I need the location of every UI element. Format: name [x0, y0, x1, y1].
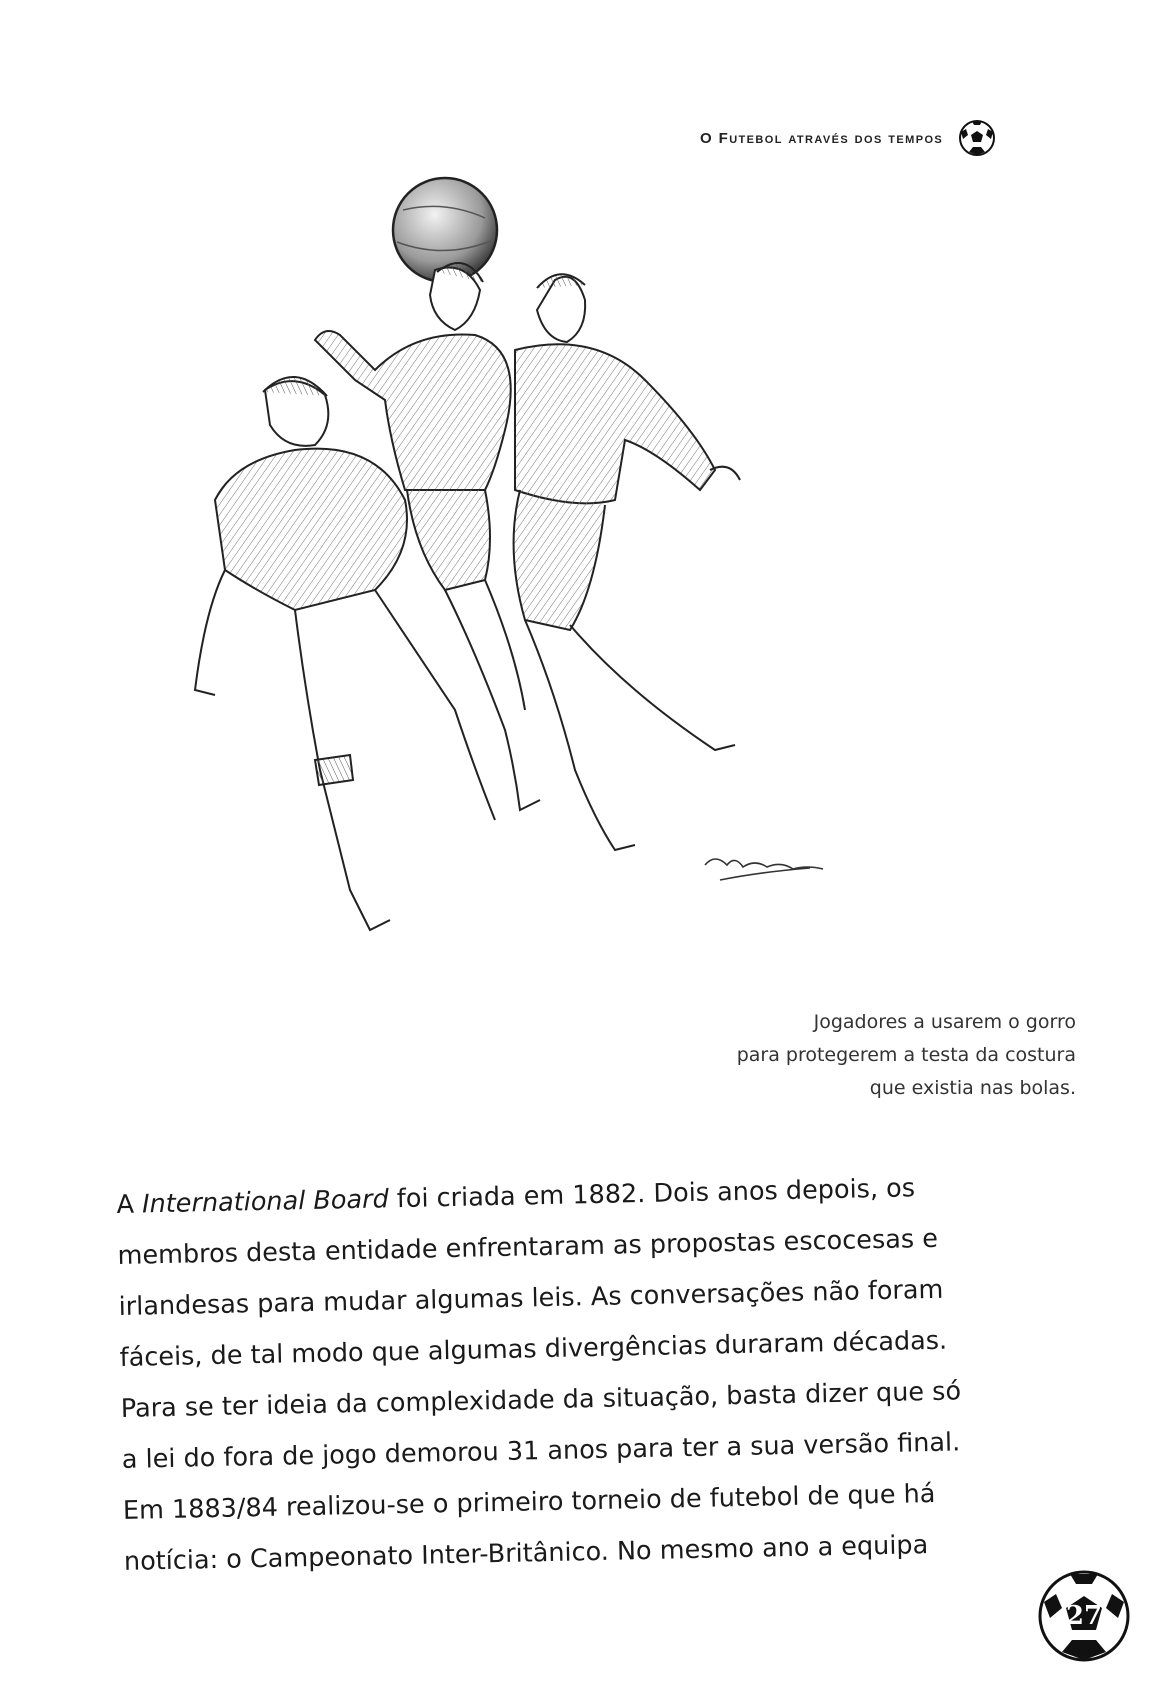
body-line: A International Board foi criada em 1882. Dois anos depois, os	[116, 1173, 916, 1220]
players-heading-ball-illustration	[175, 170, 875, 1030]
page-number: 27	[1065, 1601, 1103, 1631]
body-line: Para se ter ideia da complexidade da situação, basta dizer que só	[120, 1376, 962, 1424]
body-line: a lei do fora de jogo demorou 31 anos para ter a sua versão final.	[121, 1427, 961, 1475]
running-title: O Futebol através dos tempos	[700, 129, 944, 147]
caption-line: para protegerem a testa da costura	[736, 1044, 1076, 1066]
page-number-ball-icon	[1036, 1568, 1132, 1664]
right-player-drawing	[514, 274, 740, 850]
caption-line: que existia nas bolas.	[869, 1077, 1076, 1099]
artist-signature-drawing	[705, 859, 823, 880]
soccer-ball-icon	[957, 118, 997, 158]
body-line: notícia: o Campeonato Inter-Britânico. No mesmo ano a equipa	[123, 1530, 929, 1577]
body-line: fáceis, de tal modo que algumas divergências duraram décadas.	[119, 1325, 948, 1373]
international-board-term: International Board	[141, 1184, 390, 1220]
body-line: irlandesas para mudar algumas leis. As conversações não foram	[118, 1274, 944, 1322]
caption-line: Jogadores a usarem o gorro	[813, 1011, 1076, 1033]
body-line: membros desta entidade enfrentaram as propostas escocesas e	[117, 1223, 939, 1271]
body-paragraph	[116, 1163, 962, 1588]
figure-caption	[656, 1006, 1076, 1105]
body-line: Em 1883/84 realizou-se o primeiro torneio de futebol de que há	[122, 1478, 936, 1526]
running-header	[700, 118, 997, 158]
